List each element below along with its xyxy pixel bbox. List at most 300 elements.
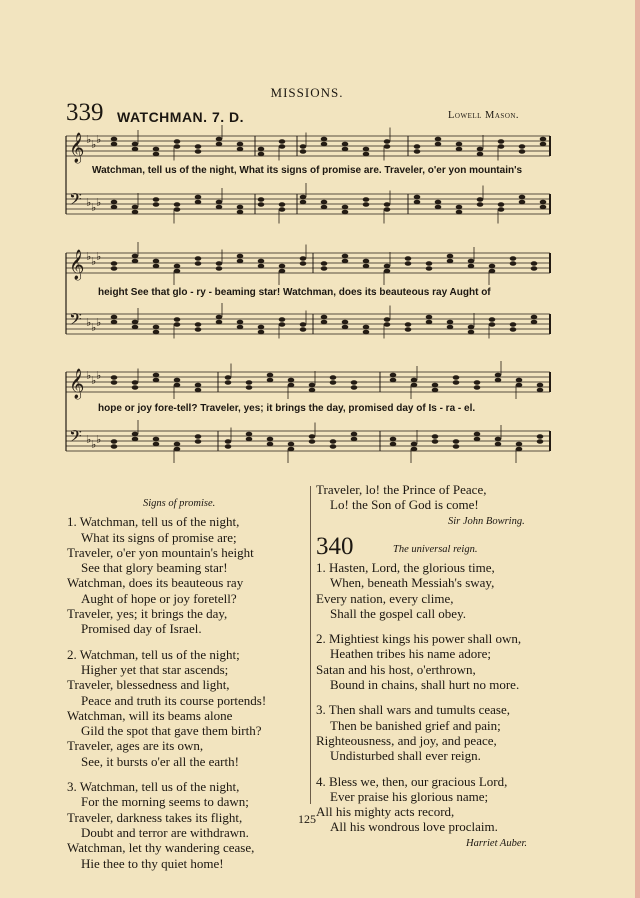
notehead bbox=[174, 139, 181, 144]
stanza-line: Traveler, ages are its own, bbox=[67, 738, 204, 754]
notehead bbox=[279, 317, 286, 322]
notehead bbox=[495, 437, 502, 442]
notehead bbox=[195, 149, 202, 154]
notehead bbox=[111, 444, 118, 449]
notehead bbox=[237, 320, 244, 325]
stanza-line: Satan and his host, o'erthrown, bbox=[316, 661, 476, 677]
notehead bbox=[477, 147, 484, 152]
notehead bbox=[258, 202, 265, 207]
notehead bbox=[216, 205, 223, 210]
flat-icon: ♭ bbox=[86, 434, 92, 446]
notehead bbox=[390, 378, 397, 383]
flat-icon: ♭ bbox=[86, 317, 92, 329]
notehead bbox=[426, 261, 433, 266]
notehead bbox=[111, 315, 118, 320]
notehead bbox=[321, 205, 328, 210]
notehead bbox=[267, 437, 274, 442]
notehead bbox=[414, 195, 421, 200]
stanza-line: Bound in chains, shall hurt no more. bbox=[330, 677, 520, 693]
notehead bbox=[342, 142, 349, 147]
stanza-line: All his wondrous love proclaim. bbox=[330, 819, 498, 835]
notehead bbox=[321, 320, 328, 325]
notehead bbox=[111, 266, 118, 271]
notehead bbox=[363, 264, 370, 269]
notehead bbox=[363, 152, 370, 157]
treble-clef-icon: 𝄞 bbox=[69, 133, 85, 163]
notehead bbox=[174, 264, 181, 269]
stanza-line: 4. Bless we, then, our gracious Lord, bbox=[316, 773, 508, 789]
notehead bbox=[432, 434, 439, 439]
notehead bbox=[405, 261, 412, 266]
notehead bbox=[195, 388, 202, 393]
stanza-line: 1. Hasten, Lord, the glorious time, bbox=[316, 560, 495, 575]
notehead bbox=[531, 315, 538, 320]
notehead bbox=[246, 437, 253, 442]
flat-icon: ♭ bbox=[96, 134, 102, 146]
hymn-339-subtitle: Signs of promise. bbox=[143, 498, 216, 509]
notehead bbox=[342, 210, 349, 215]
notehead bbox=[390, 373, 397, 378]
notehead bbox=[279, 144, 286, 149]
notehead bbox=[516, 383, 523, 388]
notehead bbox=[540, 200, 547, 205]
notehead bbox=[453, 380, 460, 385]
notehead bbox=[384, 269, 391, 274]
stanza-line: See, it bursts o'er all the earth! bbox=[81, 753, 239, 769]
notehead bbox=[384, 144, 391, 149]
notehead bbox=[300, 327, 307, 332]
stanza-line: 2. Watchman, tell us of the night; bbox=[67, 646, 240, 662]
stanza-line: Watchman, let thy wandering cease, bbox=[67, 840, 255, 856]
notehead bbox=[351, 437, 358, 442]
stanza-line: What its signs of promise are; bbox=[81, 529, 237, 545]
notehead bbox=[456, 205, 463, 210]
notehead bbox=[225, 444, 232, 449]
treble-clef-icon: 𝄞 bbox=[69, 369, 85, 399]
stanza-line: Heathen tribes his name adore; bbox=[330, 646, 491, 662]
notehead bbox=[411, 447, 418, 452]
notehead bbox=[456, 147, 463, 152]
notehead bbox=[495, 373, 502, 378]
notehead bbox=[153, 325, 160, 330]
notehead bbox=[132, 254, 139, 259]
notehead bbox=[453, 375, 460, 380]
notehead bbox=[477, 197, 484, 202]
notehead bbox=[468, 259, 475, 264]
notehead bbox=[363, 147, 370, 152]
hymn-340-number: 340 bbox=[316, 533, 354, 560]
notehead bbox=[174, 144, 181, 149]
hymn-340-subtitle: The universal reign. bbox=[393, 544, 478, 555]
notehead bbox=[195, 195, 202, 200]
notehead bbox=[132, 325, 139, 330]
treble-staff bbox=[66, 249, 550, 281]
notehead bbox=[474, 385, 481, 390]
stanza-3 bbox=[316, 702, 527, 763]
notehead bbox=[279, 269, 286, 274]
notehead bbox=[309, 388, 316, 393]
notehead bbox=[363, 202, 370, 207]
flat-icon: ♭ bbox=[91, 256, 97, 268]
notehead bbox=[384, 322, 391, 327]
notehead bbox=[384, 317, 391, 322]
flat-icon: ♭ bbox=[86, 197, 92, 209]
notehead bbox=[414, 144, 421, 149]
notehead bbox=[153, 197, 160, 202]
treble-clef-icon: 𝄞 bbox=[69, 250, 85, 280]
flat-icon: ♭ bbox=[96, 434, 102, 446]
notehead bbox=[216, 137, 223, 142]
notehead bbox=[132, 432, 139, 437]
flat-icon: ♭ bbox=[96, 317, 102, 329]
notehead bbox=[267, 378, 274, 383]
notehead bbox=[447, 320, 454, 325]
notehead bbox=[174, 447, 181, 452]
notehead bbox=[153, 330, 160, 335]
notehead bbox=[246, 385, 253, 390]
notehead bbox=[321, 137, 328, 142]
notehead bbox=[132, 147, 139, 152]
notehead bbox=[111, 261, 118, 266]
notehead bbox=[153, 437, 160, 442]
notehead bbox=[279, 264, 286, 269]
stanza-1 bbox=[67, 514, 266, 636]
music-lyric-line-2: height See that glo - ry - beaming star! Watchman, does its beauteous ray Aught of bbox=[98, 287, 491, 298]
stanza-line: Watchman, will its beams alone bbox=[67, 707, 233, 723]
notehead bbox=[153, 264, 160, 269]
notehead bbox=[300, 195, 307, 200]
stanza-line: Shall the gospel call obey. bbox=[330, 605, 466, 621]
flat-icon: ♭ bbox=[96, 370, 102, 382]
notehead bbox=[321, 266, 328, 271]
notehead bbox=[288, 447, 295, 452]
notehead bbox=[258, 264, 265, 269]
notehead bbox=[411, 378, 418, 383]
notehead bbox=[258, 330, 265, 335]
notehead bbox=[288, 378, 295, 383]
notehead bbox=[111, 137, 118, 142]
notehead bbox=[537, 383, 544, 388]
flat-icon: ♭ bbox=[91, 139, 97, 151]
notehead bbox=[432, 383, 439, 388]
notehead bbox=[174, 383, 181, 388]
hymn-339-continued bbox=[316, 482, 525, 529]
notehead bbox=[363, 330, 370, 335]
flat-icon: ♭ bbox=[96, 197, 102, 209]
notehead bbox=[489, 269, 496, 274]
notehead bbox=[174, 269, 181, 274]
column-divider bbox=[310, 486, 311, 804]
stanza-line: 3. Watchman, tell us of the night, bbox=[67, 779, 240, 795]
notehead bbox=[111, 200, 118, 205]
flat-icon: ♭ bbox=[86, 370, 92, 382]
notehead bbox=[321, 315, 328, 320]
flat-icon: ♭ bbox=[86, 251, 92, 263]
notehead bbox=[510, 327, 517, 332]
stanza-line: Aught of hope or joy foretell? bbox=[81, 590, 237, 606]
notehead bbox=[453, 444, 460, 449]
notehead bbox=[258, 152, 265, 157]
notehead bbox=[342, 320, 349, 325]
stanza-line: Righteousness, and joy, and peace, bbox=[316, 732, 497, 748]
bass-clef-icon: 𝄢 bbox=[69, 309, 82, 333]
notehead bbox=[447, 254, 454, 259]
notehead bbox=[456, 142, 463, 147]
notehead bbox=[351, 380, 358, 385]
notehead bbox=[411, 442, 418, 447]
notehead bbox=[174, 207, 181, 212]
notehead bbox=[498, 202, 505, 207]
stanza-line: 2. Mightiest kings his power shall own, bbox=[316, 631, 522, 647]
notehead bbox=[330, 375, 337, 380]
stanza-line: Higher yet that star ascends; bbox=[81, 661, 229, 677]
notehead bbox=[195, 200, 202, 205]
notehead bbox=[300, 322, 307, 327]
stanza-line: 1. Watchman, tell us of the night, bbox=[67, 514, 240, 530]
notehead bbox=[237, 142, 244, 147]
notehead bbox=[384, 202, 391, 207]
stanza-line: See that glory beaming star! bbox=[81, 560, 228, 576]
notehead bbox=[330, 444, 337, 449]
notehead bbox=[309, 383, 316, 388]
stanza-line: Traveler, o'er yon mountain's height bbox=[67, 544, 254, 560]
notehead bbox=[111, 439, 118, 444]
notehead bbox=[258, 147, 265, 152]
notehead bbox=[384, 139, 391, 144]
stanza-line: Traveler, yes; it brings the day, bbox=[67, 606, 228, 622]
notehead bbox=[246, 380, 253, 385]
notehead bbox=[414, 200, 421, 205]
notehead bbox=[351, 385, 358, 390]
stanza-line: Undisturbed shall ever reign. bbox=[330, 748, 481, 764]
notehead bbox=[132, 437, 139, 442]
notehead bbox=[426, 320, 433, 325]
notehead bbox=[405, 322, 412, 327]
notehead bbox=[300, 149, 307, 154]
notehead bbox=[321, 200, 328, 205]
notehead bbox=[132, 259, 139, 264]
notehead bbox=[279, 322, 286, 327]
notehead bbox=[531, 320, 538, 325]
notehead bbox=[519, 195, 526, 200]
notehead bbox=[309, 439, 316, 444]
stanza-line: For the morning seems to dawn; bbox=[81, 794, 249, 810]
notehead bbox=[174, 378, 181, 383]
notehead bbox=[405, 327, 412, 332]
notehead bbox=[174, 317, 181, 322]
notehead bbox=[531, 261, 538, 266]
notehead bbox=[435, 137, 442, 142]
notehead bbox=[540, 137, 547, 142]
notehead bbox=[246, 432, 253, 437]
notehead bbox=[516, 447, 523, 452]
notehead bbox=[216, 315, 223, 320]
stanza-line: Lo! the Son of God is come! bbox=[330, 497, 479, 513]
notehead bbox=[537, 439, 544, 444]
notehead bbox=[477, 202, 484, 207]
stanza-line: Traveler, darkness takes its flight, bbox=[67, 809, 243, 825]
bass-clef-icon: 𝄢 bbox=[69, 189, 82, 213]
notehead bbox=[516, 442, 523, 447]
notehead bbox=[237, 210, 244, 215]
notehead bbox=[330, 439, 337, 444]
notehead bbox=[132, 380, 139, 385]
notehead bbox=[432, 439, 439, 444]
stanza-line: Promised day of Israel. bbox=[81, 621, 202, 637]
notehead bbox=[426, 266, 433, 271]
notehead bbox=[132, 210, 139, 215]
notehead bbox=[540, 205, 547, 210]
notehead bbox=[474, 432, 481, 437]
notehead bbox=[195, 383, 202, 388]
tune-title: WATCHMAN. 7. D. bbox=[117, 109, 245, 125]
notehead bbox=[267, 442, 274, 447]
notehead bbox=[216, 266, 223, 271]
stanza-2 bbox=[67, 647, 266, 769]
notehead bbox=[195, 439, 202, 444]
music-lyric-line-3: hope or joy fore-tell? Traveler, yes; it brings the day, promised day of Is - ra - el. bbox=[98, 403, 476, 414]
notehead bbox=[216, 320, 223, 325]
notehead bbox=[390, 437, 397, 442]
notehead bbox=[153, 152, 160, 157]
notehead bbox=[435, 205, 442, 210]
notehead bbox=[258, 325, 265, 330]
flat-icon: ♭ bbox=[91, 322, 97, 334]
stanza-line: 3. Then shall wars and tumults cease, bbox=[316, 702, 510, 718]
hymn-339-author: Sir John Bowring. bbox=[448, 515, 525, 527]
notehead bbox=[435, 200, 442, 205]
stanza-line: Hie thee to thy quiet home! bbox=[81, 855, 224, 871]
notehead bbox=[426, 315, 433, 320]
notehead bbox=[342, 147, 349, 152]
notehead bbox=[225, 439, 232, 444]
notehead bbox=[237, 205, 244, 210]
notehead bbox=[384, 207, 391, 212]
notehead bbox=[432, 388, 439, 393]
notehead bbox=[342, 254, 349, 259]
notehead bbox=[174, 202, 181, 207]
notehead bbox=[498, 144, 505, 149]
flat-icon: ♭ bbox=[91, 375, 97, 387]
notehead bbox=[351, 432, 358, 437]
notehead bbox=[468, 330, 475, 335]
stanza-2 bbox=[316, 631, 527, 692]
notehead bbox=[195, 144, 202, 149]
notehead bbox=[300, 256, 307, 261]
notehead bbox=[216, 261, 223, 266]
notehead bbox=[495, 378, 502, 383]
notehead bbox=[153, 147, 160, 152]
notehead bbox=[258, 259, 265, 264]
notehead bbox=[153, 378, 160, 383]
notehead bbox=[537, 388, 544, 393]
notehead bbox=[456, 210, 463, 215]
flat-icon: ♭ bbox=[86, 134, 92, 146]
notehead bbox=[195, 256, 202, 261]
notehead bbox=[300, 144, 307, 149]
notehead bbox=[225, 375, 232, 380]
notehead bbox=[174, 442, 181, 447]
notehead bbox=[540, 142, 547, 147]
notehead bbox=[237, 325, 244, 330]
hymn-340-text bbox=[316, 560, 527, 851]
notehead bbox=[216, 142, 223, 147]
notehead bbox=[474, 380, 481, 385]
notehead bbox=[414, 149, 421, 154]
notehead bbox=[468, 325, 475, 330]
flat-icon: ♭ bbox=[91, 202, 97, 214]
notehead bbox=[498, 139, 505, 144]
notehead bbox=[111, 205, 118, 210]
notehead bbox=[111, 380, 118, 385]
notehead bbox=[537, 434, 544, 439]
stanza-line: Traveler, blessedness and light, bbox=[67, 677, 230, 693]
notehead bbox=[495, 442, 502, 447]
notehead bbox=[225, 380, 232, 385]
notehead bbox=[279, 207, 286, 212]
notehead bbox=[363, 325, 370, 330]
section-title: MISSIONS. bbox=[270, 85, 344, 100]
notehead bbox=[111, 142, 118, 147]
notehead bbox=[384, 264, 391, 269]
flat-icon: ♭ bbox=[91, 439, 97, 451]
notehead bbox=[477, 152, 484, 157]
notehead bbox=[279, 202, 286, 207]
stanza-line: Every nation, every clime, bbox=[316, 590, 454, 606]
stanza-line: Traveler, lo! the Prince of Peace, bbox=[316, 482, 487, 497]
notehead bbox=[195, 261, 202, 266]
notehead bbox=[498, 207, 505, 212]
notehead bbox=[288, 383, 295, 388]
stanza-line: Doubt and terror are withdrawn. bbox=[81, 824, 249, 840]
notehead bbox=[390, 442, 397, 447]
notehead bbox=[300, 200, 307, 205]
bass-staff bbox=[66, 309, 550, 334]
music-lyric-line-1: Watchman, tell us of the night, What its signs of promise are. Traveler, o'er yon mountain's bbox=[92, 165, 523, 176]
notehead bbox=[447, 325, 454, 330]
stanza-line: Peace and truth its course portends! bbox=[81, 692, 267, 708]
notehead bbox=[405, 256, 412, 261]
notehead bbox=[153, 202, 160, 207]
notehead bbox=[519, 200, 526, 205]
stanza-1 bbox=[316, 560, 527, 621]
notehead bbox=[453, 439, 460, 444]
notehead bbox=[342, 325, 349, 330]
notehead bbox=[195, 434, 202, 439]
notehead bbox=[342, 259, 349, 264]
notehead bbox=[330, 380, 337, 385]
notehead bbox=[174, 322, 181, 327]
notehead bbox=[153, 259, 160, 264]
page-number: 125 bbox=[298, 812, 316, 826]
hymn-340-author: Harriet Auber. bbox=[466, 837, 528, 849]
notehead bbox=[510, 261, 517, 266]
notehead bbox=[267, 373, 274, 378]
bass-staff bbox=[66, 189, 550, 214]
notehead bbox=[363, 197, 370, 202]
notehead bbox=[474, 437, 481, 442]
notehead bbox=[519, 144, 526, 149]
bass-clef-icon: 𝄢 bbox=[69, 426, 82, 450]
hymn-339-number: 339 bbox=[66, 99, 104, 126]
notehead bbox=[321, 261, 328, 266]
notehead bbox=[279, 139, 286, 144]
notehead bbox=[216, 200, 223, 205]
notehead bbox=[111, 375, 118, 380]
notehead bbox=[309, 434, 316, 439]
stanza-line: Watchman, does its beauteous ray bbox=[67, 575, 244, 591]
composer-credit: Lowell Mason. bbox=[448, 110, 520, 121]
